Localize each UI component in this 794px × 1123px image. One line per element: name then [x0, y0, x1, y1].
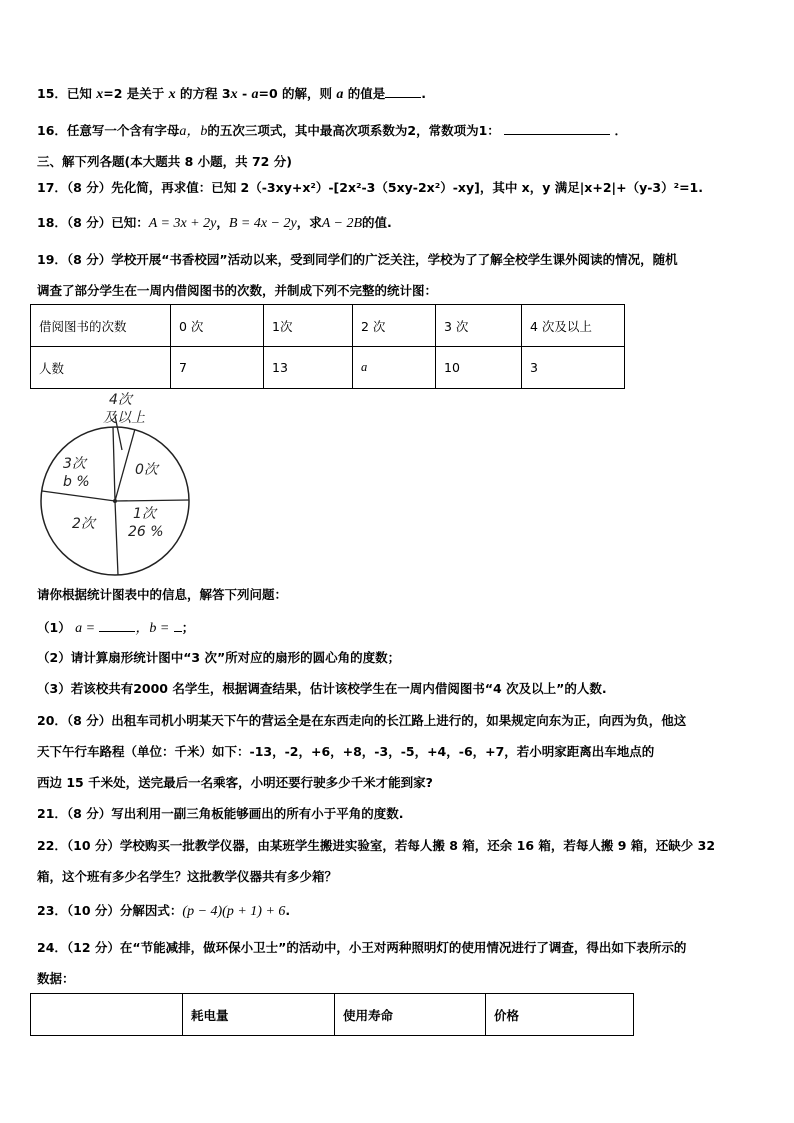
pie-label-1b: 26 % — [128, 524, 164, 540]
question-20-line2: 天下午行车路程（单位：千米）如下：-13，-2，+6，+8，-3，-5，+4，-6，+7，若小明家距离出车地点的 — [37, 744, 655, 759]
q15-var-x: x — [230, 87, 238, 102]
table-cell: 使用寿命 — [335, 994, 486, 1036]
q15-text: . — [421, 86, 427, 101]
q15-text: =2 是关于 — [103, 86, 165, 101]
table-cell: 价格 — [486, 994, 634, 1036]
table-cell: 10 — [436, 347, 522, 389]
q15-text: 的方程 3 — [180, 86, 231, 101]
table-cell: 1次 — [264, 305, 353, 347]
q15-text: =0 的解，则 — [258, 86, 333, 101]
pie-chart — [30, 388, 210, 578]
table-cell — [31, 994, 183, 1036]
answer-blank[interactable] — [504, 122, 610, 135]
question-24-line1: 24．（12 分）在“节能减排，做环保小卫士”的活动中，小王对两种照明灯的使用情况进行了调查，得出如下表所示的 — [37, 940, 687, 955]
q23-expr: (p − 4)(p + 1) + 6 — [182, 904, 286, 919]
q19-sub1 — [37, 617, 194, 637]
q18-text: 18．（8 分）已知： — [37, 215, 149, 230]
q15-var-x: x — [168, 87, 176, 102]
question-22-line1: 22．（10 分）学校购买一批教学仪器，由某班学生搬进实验室，若每人搬 8 箱，还余 16 箱，若每人搬 9 箱，还缺少 32 — [37, 838, 716, 853]
q18-text: ， — [216, 215, 229, 230]
pie-label-4: 4次 — [109, 392, 132, 408]
sub1-b: ，b = — [135, 621, 170, 636]
q15-var-a: a — [251, 87, 259, 102]
q19-sub3: （3）若该校共有2000 名学生，根据调查结果，估计该校学生在一周内借阅图书“4 次及以上”的人数. — [37, 681, 607, 696]
question-15 — [37, 84, 426, 103]
q15-text: - — [237, 86, 252, 101]
table-row — [31, 347, 625, 389]
q15-text: 已知 — [66, 86, 92, 101]
pie-label-4b: 及以上 — [103, 410, 145, 426]
table-cell: 3 次 — [436, 305, 522, 347]
question-23 — [37, 901, 290, 920]
q18-text: 的值. — [362, 215, 392, 230]
table-cell: 3 — [522, 347, 625, 389]
pie-label-2: 2次 — [72, 516, 95, 532]
table-cell: 借阅图书的次数 — [31, 305, 171, 347]
answer-blank[interactable] — [99, 619, 135, 632]
sub1-number: （1） — [37, 620, 71, 635]
question-18 — [37, 213, 392, 232]
q18-expr: A − 2B — [321, 216, 363, 231]
question-24-line2: 数据： — [37, 971, 75, 986]
pie-label-0: 0次 — [135, 462, 158, 478]
q16-vars: a，b — [179, 124, 208, 139]
q16-text: 16．任意写一个含有字母 — [37, 123, 180, 138]
question-21: 21．（8 分）写出利用一副三角板能够画出的所有小于平角的度数. — [37, 806, 404, 821]
borrowing-table — [30, 304, 625, 389]
pie-label-3: 3次 — [63, 456, 86, 472]
table-cell: 13 — [264, 347, 353, 389]
question-22-line2: 箱，这个班有多少名学生？这批教学仪器共有多少箱？ — [37, 869, 338, 884]
question-20-line3: 西边 15 千米处，送完最后一名乘客，小明还要行驶多少千米才能到家? — [37, 775, 433, 790]
q19-sub2: （2）请计算扇形统计图中“3 次”所对应的扇形的圆心角的度数； — [37, 650, 401, 665]
question-20-line1: 20．（8 分）出租车司机小明某天下午的营运全是在东西走向的长江路上进行的，如果规定向东为正，向西为负，他这 — [37, 713, 687, 728]
table-cell: 0 次 — [171, 305, 264, 347]
table-cell: 耗电量 — [183, 994, 335, 1036]
answer-blank[interactable] — [174, 619, 182, 632]
question-19-line1: 19．（8 分）学校开展“书香校园”活动以来，受到同学们的广泛关注，学校为了了解全校学生课外阅读的情况，随机 — [37, 252, 678, 267]
q15-number: 15． — [37, 86, 67, 101]
table-header-row — [31, 994, 634, 1036]
table-cell: 人数 — [31, 347, 171, 389]
sub1-end: ； — [181, 620, 195, 635]
q19-prompt: 请你根据统计图表中的信息，解答下列问题： — [37, 587, 288, 602]
pie-label-1: 1次 — [133, 506, 156, 522]
q18-expr-a: A = 3x + 2y — [148, 216, 217, 231]
q16-text: 的五次三项式，其中最高次项系数为2，常数项为1： — [207, 123, 500, 138]
table-cell: 7 — [171, 347, 264, 389]
q23-text: 23．（10 分）分解因式： — [37, 903, 183, 918]
q15-var-x: x — [96, 87, 104, 102]
question-16 — [37, 120, 627, 140]
pie-center — [113, 499, 117, 503]
q18-text: ，求 — [296, 215, 322, 230]
q23-text: . — [285, 903, 291, 918]
section-heading: 三、解下列各题(本大题共 8 小题，共 72 分) — [37, 154, 292, 169]
sub1-a: a = — [75, 621, 96, 636]
pie-label-3b: b % — [63, 474, 90, 490]
question-19-line2: 调查了部分学生在一周内借阅图书的次数，并制成下列不完整的统计图： — [37, 283, 438, 298]
q15-text: 的值是 — [347, 86, 386, 101]
table-header-row — [31, 305, 625, 347]
table-cell: 4 次及以上 — [522, 305, 625, 347]
table-cell: a — [353, 347, 436, 389]
q15-var-a: a — [336, 87, 344, 102]
lamp-table — [30, 993, 634, 1036]
q18-expr-b: B = 4x − 2y — [228, 216, 297, 231]
answer-blank[interactable] — [385, 85, 421, 98]
table-cell: 2 次 — [353, 305, 436, 347]
question-17: 17．（8 分）先化简，再求值：已知 2（-3xy+x²）-[2x²-3（5xy-2x²）-xy]，其中 x，y 满足|x+2|+（y-3）²=1. — [37, 180, 703, 195]
q16-text: ． — [614, 123, 628, 138]
